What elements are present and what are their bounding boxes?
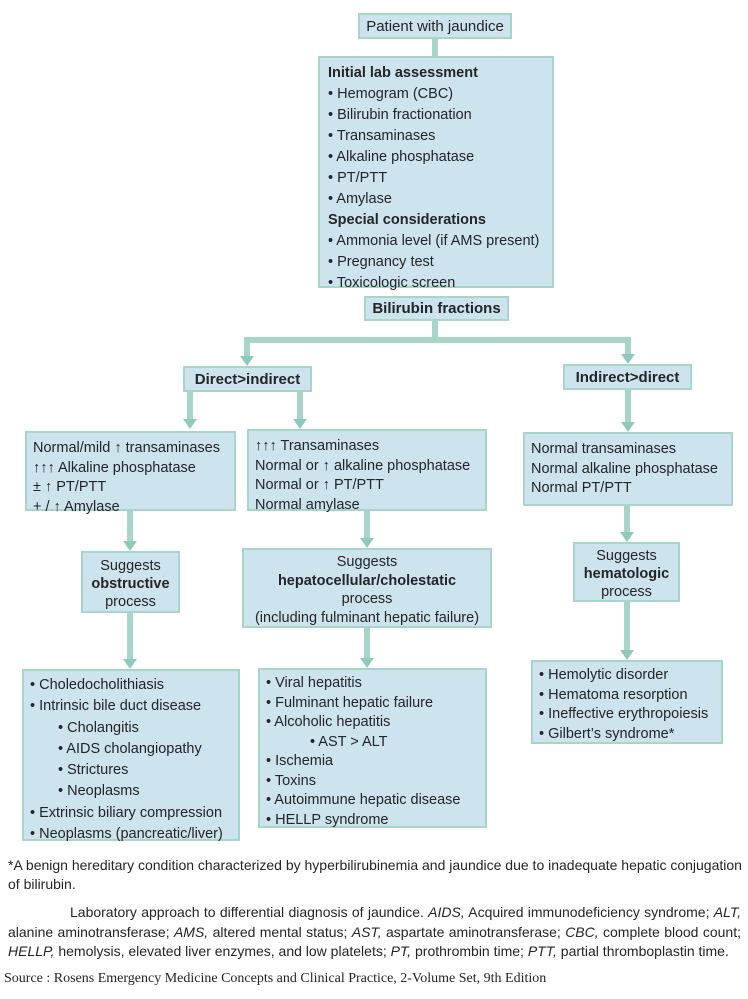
text-line: ↑↑↑ Transaminases xyxy=(255,438,380,454)
arrow-down-icon xyxy=(360,538,374,548)
connector-lab2-to-suggests2 xyxy=(364,511,370,538)
node-suggests-hematologic xyxy=(573,542,680,602)
text-line: • HELLP syndrome xyxy=(266,811,389,828)
node-bilirubin-fractions xyxy=(364,296,509,321)
node-patient-with-jaundice xyxy=(358,13,512,39)
text-line: • Pregnancy test xyxy=(328,254,434,270)
node-indirect-gt-direct xyxy=(563,364,692,390)
text-line: process xyxy=(105,594,156,610)
text-line: Normal or ↑ alkaline phosphatase xyxy=(255,457,471,474)
text-line: Normal/mild ↑ transaminases xyxy=(33,440,220,456)
text-line: • Hematoma resorption xyxy=(539,686,688,703)
arrow-down-icon xyxy=(620,532,634,542)
text-line: • Choledocholithiasis xyxy=(30,677,165,693)
text-line: • Amylase xyxy=(328,191,392,207)
node-label: Bilirubin fractions xyxy=(372,300,501,317)
connector-indirect-to-lab3 xyxy=(625,390,631,422)
node-labs-hematologic-pattern xyxy=(523,432,733,506)
text-line: • Toxicologic screen xyxy=(328,275,456,291)
text-line: obstructive xyxy=(91,576,170,592)
text-line: + / ↑ Amylase xyxy=(33,498,120,515)
abbreviation-italic: AIDS, xyxy=(428,904,465,920)
node-direct-gt-indirect xyxy=(183,366,312,392)
text-line: (including fulminant hepatic failure) xyxy=(254,609,480,626)
connector-direct-to-lab1 xyxy=(187,392,193,419)
connector-suggests3-to-dx3 xyxy=(624,602,630,650)
caption-segment: Acquired immunodeficiency syndrome; xyxy=(464,904,714,920)
text-line: • AIDS cholangiopathy xyxy=(58,740,202,757)
text-line: process xyxy=(601,584,652,600)
text-line: Normal amylase xyxy=(255,496,360,513)
connector-to-indirect xyxy=(625,337,631,354)
connector-direct-to-lab2 xyxy=(297,392,303,419)
text-line: Normal transaminases xyxy=(531,441,677,457)
abbreviation-italic: PT, xyxy=(390,943,412,959)
figure-caption xyxy=(8,903,741,962)
text-line: • Neoplasms (pancreatic/liver) xyxy=(30,826,223,843)
abbreviation-italic: AMS, xyxy=(173,923,209,940)
text-line: hepatocellular/cholestatic xyxy=(277,572,457,589)
node-labs-obstructive-pattern xyxy=(25,431,236,515)
text-line: • Transaminases xyxy=(328,128,436,144)
arrow-down-icon xyxy=(620,650,634,660)
arrow-down-icon xyxy=(621,422,635,432)
connector-suggests2-to-dx2 xyxy=(364,628,370,658)
text-line: process xyxy=(341,591,393,607)
node-initial-lab-assessment xyxy=(318,56,554,291)
text-line: ↑↑↑ Alkaline phosphatase xyxy=(33,459,196,476)
text-line: • Toxins xyxy=(266,772,316,789)
abbreviation-italic: AST, xyxy=(351,923,382,940)
text-line: Suggests xyxy=(336,554,398,570)
text-line: • Cholangitis xyxy=(58,719,139,736)
text-line: • Hemogram (CBC) xyxy=(328,86,454,102)
abbreviation-italic: PTT, xyxy=(527,943,557,959)
arrow-down-icon xyxy=(183,419,197,429)
text-line: • Ineffective erythropoiesis xyxy=(539,706,709,722)
text-line: • Viral hepatitis xyxy=(266,675,362,691)
text-line: • Strictures xyxy=(58,762,129,779)
caption-segment: Laboratory approach to differential diagnosis of jaundice. xyxy=(70,904,429,920)
node-label: Indirect>direct xyxy=(575,368,680,386)
arrow-down-icon xyxy=(123,659,137,669)
caption-segment: altered mental status; xyxy=(208,923,352,940)
text-line: • Ischemia xyxy=(266,753,334,769)
arrow-down-icon xyxy=(360,658,374,668)
text-line: hematologic xyxy=(583,566,670,582)
text-line: Normal PT/PTT xyxy=(531,480,632,496)
node-suggests-hepatocellular-cholestatic xyxy=(242,548,492,628)
text-line: Normal or ↑ PT/PTT xyxy=(255,477,384,493)
caption-segment: prothrombin time; xyxy=(411,943,528,959)
abbreviation-italic: HELLP, xyxy=(8,943,55,959)
arrow-down-icon xyxy=(293,419,307,429)
text-line: Special considerations xyxy=(328,212,486,228)
text-line: • Autoimmune hepatic disease xyxy=(266,792,461,808)
node-diagnoses-hematologic xyxy=(531,660,723,744)
node-diagnoses-obstructive xyxy=(22,669,240,841)
connector-lab1-to-suggests1 xyxy=(127,511,133,541)
text-line: • AST > ALT xyxy=(310,733,388,750)
arrow-down-icon xyxy=(240,356,254,366)
text-line: • Gilbert’s syndrome* xyxy=(539,725,675,742)
node-labs-hepatocellular-pattern xyxy=(247,429,487,511)
text-line: • Intrinsic bile duct disease xyxy=(30,698,202,715)
caption-segment: complete blood count; xyxy=(598,923,741,940)
text-line: • Neoplasms xyxy=(58,783,140,800)
node-label: Patient with jaundice xyxy=(366,17,504,35)
text-line: Normal alkaline phosphatase xyxy=(531,460,718,477)
caption-segment: partial thromboplastin time. xyxy=(556,943,729,959)
node-diagnoses-hepatocellular xyxy=(258,668,487,828)
abbreviation-italic: ALT, xyxy=(713,904,741,920)
connector-patient-to-initial xyxy=(432,39,438,56)
text-line: • Alkaline phosphatase xyxy=(328,149,475,165)
arrow-down-icon xyxy=(123,541,137,551)
node-label: Direct>indirect xyxy=(194,370,301,388)
connector-suggests1-to-dx1 xyxy=(127,613,133,659)
connector-lab3-to-suggests3 xyxy=(624,506,630,532)
text-line: • Alcoholic hepatitis xyxy=(266,714,391,730)
text-line: • PT/PTT xyxy=(328,170,388,186)
text-line: • Bilirubin fractionation xyxy=(328,107,472,123)
node-suggests-obstructive xyxy=(81,551,180,613)
arrow-down-icon xyxy=(621,354,635,364)
connector-to-direct xyxy=(244,337,250,356)
text-line: • Extrinsic biliary compression xyxy=(30,804,223,821)
source-line: Source : Rosens Emergency Medicine Concepts and Clinical Practice, 2-Volume Set, 9th Edition xyxy=(4,971,547,986)
footnote-text: *A benign hereditary condition characterized by hyperbilirubinemia and jaundice due to inadequate hepatic conjugation of bilirubin. xyxy=(8,857,742,892)
text-line: Suggests xyxy=(100,558,161,574)
text-line: Initial lab assessment xyxy=(328,65,478,81)
caption-segment: aspartate aminotransferase; xyxy=(381,923,566,940)
text-line: • Ammonia level (if AMS present) xyxy=(328,233,540,249)
caption-segment: hemolysis, elevated liver enzymes, and low platelets; xyxy=(54,943,391,959)
abbreviation-italic: CBC, xyxy=(565,923,599,940)
text-line: • Fulminant hepatic failure xyxy=(266,694,434,711)
text-line: • Hemolytic disorder xyxy=(539,667,669,683)
connector-branch-horizontal xyxy=(244,337,631,343)
text-line: Suggests xyxy=(596,548,657,564)
caption-segment: alanine aminotransferase; xyxy=(8,923,174,940)
text-line: ± ↑ PT/PTT xyxy=(33,479,107,495)
